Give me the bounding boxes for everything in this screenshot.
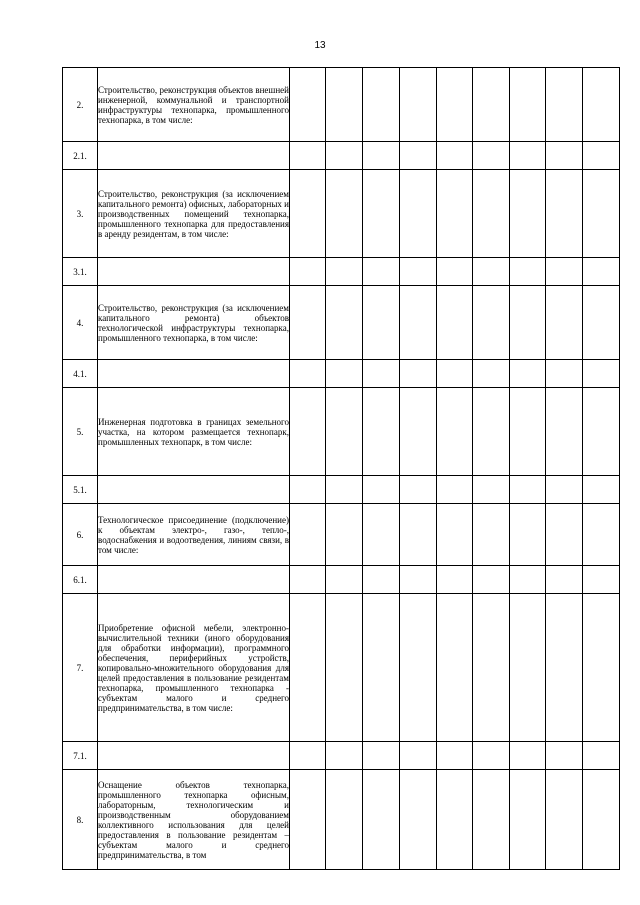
empty-cell [473,360,510,388]
page-number: 13 [314,40,326,51]
empty-cell [400,68,437,142]
row-description: Строительство, реконструкция (за исключением капитального ремонта) офисных, лабораторных и производственных помещений технопарка, промышленного технопарка для предоставления в аренду резидентам, в том числе: [98,170,290,258]
empty-cell [290,360,326,388]
empty-cell [546,68,583,142]
empty-cell [290,742,326,770]
empty-cell [510,170,546,258]
table-row [63,258,620,286]
empty-cell [583,742,620,770]
empty-cell [473,566,510,594]
row-description: Инженерная подготовка в границах земельного участка, на котором размещается технопарк, промышленных технопарк, в том числе: [98,388,290,476]
table-row [63,388,620,476]
empty-cell [473,388,510,476]
empty-cell [510,68,546,142]
empty-cell [363,742,400,770]
empty-cell [473,770,510,870]
empty-cell [326,770,363,870]
empty-cell [473,258,510,286]
empty-cell [437,360,473,388]
empty-cell [326,170,363,258]
empty-cell [583,258,620,286]
empty-cell [473,594,510,742]
empty-cell [363,68,400,142]
empty-cell [326,68,363,142]
empty-cell [363,388,400,476]
table-row [63,170,620,258]
empty-cell [510,770,546,870]
row-description: Строительство, реконструкция (за исключением капитального ремонта) объектов технологической инфраструктуры технопарка, промышленного технопарка, в том числе: [98,286,290,360]
empty-cell [437,742,473,770]
empty-cell [363,170,400,258]
row-number: 2. [63,68,98,142]
empty-cell [326,566,363,594]
empty-cell [400,142,437,170]
empty-cell [546,286,583,360]
empty-cell [290,504,326,566]
row-number: 7.1. [63,742,98,770]
empty-cell [363,566,400,594]
empty-cell [290,388,326,476]
empty-cell [363,142,400,170]
empty-cell [363,594,400,742]
empty-cell [326,504,363,566]
empty-cell [363,286,400,360]
empty-cell [363,476,400,504]
empty-cell [400,770,437,870]
empty-cell [290,68,326,142]
row-number: 3.1. [63,258,98,286]
empty-cell [583,770,620,870]
empty-cell [326,742,363,770]
empty-cell [546,476,583,504]
empty-cell [326,286,363,360]
empty-cell [583,286,620,360]
empty-cell [473,68,510,142]
table-row [63,770,620,870]
row-number: 8. [63,770,98,870]
row-number: 6.1. [63,566,98,594]
row-description: Строительство, реконструкция объектов внешней инженерной, коммунальной и транспортной инфраструктуры технопарка, промышленного технопарка, в том числе: [98,68,290,142]
row-number: 5.1. [63,476,98,504]
empty-cell [326,142,363,170]
empty-cell [437,258,473,286]
empty-cell [583,388,620,476]
empty-cell [437,388,473,476]
empty-cell [326,360,363,388]
empty-cell [363,360,400,388]
empty-cell [510,504,546,566]
table-row [63,360,620,388]
table-row [63,142,620,170]
empty-cell [290,476,326,504]
empty-cell [400,476,437,504]
empty-cell [290,258,326,286]
empty-cell [400,504,437,566]
empty-cell [437,68,473,142]
row-number: 6. [63,504,98,566]
empty-cell [546,770,583,870]
empty-cell [437,566,473,594]
empty-cell [473,142,510,170]
empty-cell [510,742,546,770]
empty-cell [583,566,620,594]
empty-cell [326,388,363,476]
empty-cell [546,742,583,770]
empty-cell [546,504,583,566]
table-row [63,68,620,142]
row-description [98,142,290,170]
empty-cell [510,142,546,170]
empty-cell [437,770,473,870]
empty-cell [437,476,473,504]
empty-cell [400,566,437,594]
empty-cell [437,286,473,360]
empty-cell [510,286,546,360]
empty-cell [583,360,620,388]
empty-cell [437,142,473,170]
row-description [98,476,290,504]
empty-cell [363,504,400,566]
row-number: 7. [63,594,98,742]
row-description [98,742,290,770]
empty-cell [510,476,546,504]
empty-cell [290,566,326,594]
empty-cell [583,142,620,170]
empty-cell [510,566,546,594]
empty-cell [473,742,510,770]
empty-cell [400,258,437,286]
empty-cell [473,476,510,504]
empty-cell [326,258,363,286]
empty-cell [400,388,437,476]
empty-cell [400,594,437,742]
empty-cell [546,360,583,388]
row-number: 3. [63,170,98,258]
empty-cell [510,388,546,476]
empty-cell [290,142,326,170]
table-row [63,566,620,594]
empty-cell [290,286,326,360]
empty-cell [400,170,437,258]
row-description: Технологическое присоединение (подключение) к объектам электро-, газо-, тепло-, водоснабжения и водоотведения, линиям связи, в том числе: [98,504,290,566]
empty-cell [546,566,583,594]
empty-cell [583,170,620,258]
empty-cell [326,594,363,742]
empty-cell [510,594,546,742]
empty-cell [473,170,510,258]
empty-cell [290,170,326,258]
row-number: 5. [63,388,98,476]
empty-cell [546,142,583,170]
empty-cell [546,170,583,258]
empty-cell [546,594,583,742]
table-row [63,742,620,770]
row-number: 2.1. [63,142,98,170]
empty-cell [437,170,473,258]
empty-cell [546,388,583,476]
empty-cell [363,770,400,870]
table-row [63,476,620,504]
table-row [63,286,620,360]
empty-cell [400,360,437,388]
empty-cell [290,594,326,742]
empty-cell [583,504,620,566]
row-description: Оснащение объектов технопарка, промышленного технопарка офисным, лабораторным, технологическим и производственным оборудованием коллективного использования для целей предоставления в пользование резидентам – субъектам малого и среднего предпринимательства, в том [98,770,290,870]
empty-cell [400,286,437,360]
row-description [98,258,290,286]
empty-cell [326,476,363,504]
row-number: 4. [63,286,98,360]
empty-cell [290,770,326,870]
empty-cell [437,594,473,742]
empty-cell [400,742,437,770]
table-row [63,504,620,566]
empty-cell [473,286,510,360]
table-row [63,594,620,742]
data-table [62,67,620,870]
empty-cell [510,360,546,388]
row-number: 4.1. [63,360,98,388]
empty-cell [510,258,546,286]
row-description: Приобретение офисной мебели, электронно-вычислительной техники (иного оборудования для обработки информации), программного обеспечения, периферийных устройств, копировально-множительного оборудования для целей предоставления в пользование резидентам технопарка, промышленного технопарка - субъектам малого и среднего предпринимательства, в том числе: [98,594,290,742]
empty-cell [583,68,620,142]
empty-cell [363,258,400,286]
empty-cell [473,504,510,566]
row-description [98,566,290,594]
empty-cell [546,258,583,286]
row-description [98,360,290,388]
empty-cell [583,476,620,504]
empty-cell [583,594,620,742]
empty-cell [437,504,473,566]
